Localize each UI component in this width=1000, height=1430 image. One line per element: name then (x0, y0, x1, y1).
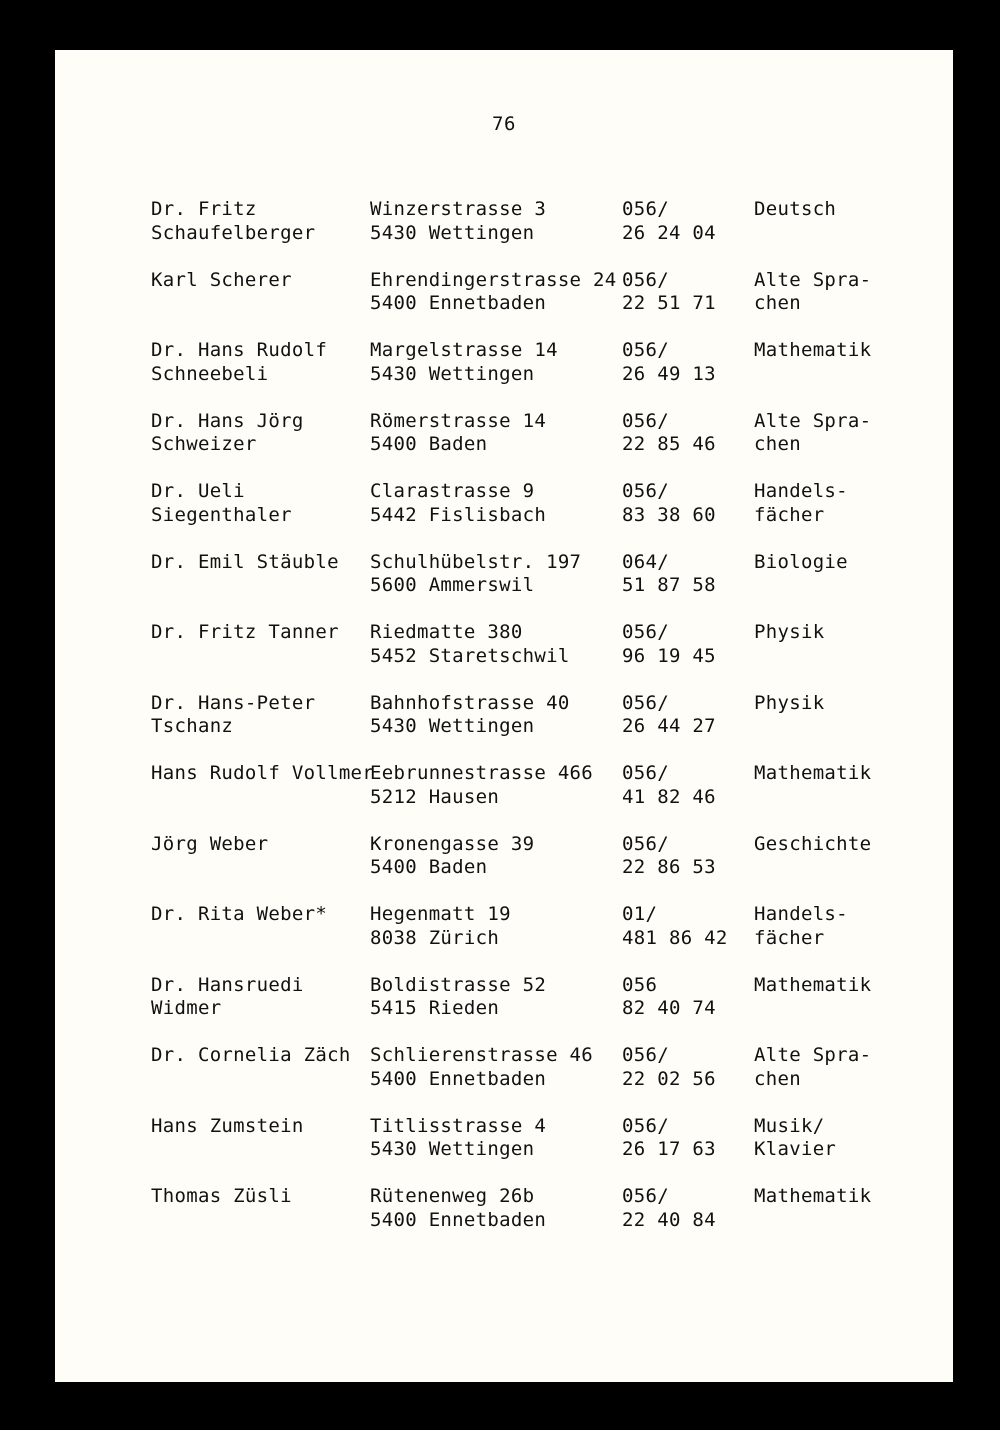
phone-number-column (622, 974, 716, 1021)
phone-number-column (622, 762, 716, 809)
directory-entry (151, 903, 931, 974)
person-name-line: Dr. Hansruedi (151, 973, 304, 996)
person-name-line: Karl Scherer (151, 268, 292, 291)
person-name-line: Siegenthaler (151, 503, 292, 526)
subject-column (754, 480, 848, 527)
person-name-line (151, 786, 374, 810)
address-line: 5415 Rieden (370, 997, 500, 1019)
subject-line (754, 997, 871, 1021)
address-column (370, 480, 546, 527)
person-name-column (151, 198, 315, 245)
address-line: 5212 Hausen (370, 785, 500, 808)
subject-line: fächer (754, 503, 825, 526)
address-line: Winzerstrasse 3 (370, 198, 547, 220)
phone-number-column (622, 692, 716, 739)
person-name-line: Widmer (151, 997, 222, 1019)
person-name-column (151, 762, 374, 809)
address-line: Ehrendingerstrasse 24 (370, 268, 617, 291)
address-line: Römerstrasse 14 (370, 409, 547, 432)
address-line: Titlisstrasse 4 (370, 1114, 547, 1137)
address-line: Riedmatte 380 (370, 621, 523, 643)
person-name-line: Dr. Fritz (151, 198, 257, 220)
address-column (370, 339, 558, 386)
directory-entry (151, 692, 931, 763)
phone-number-line: 056/ (622, 1185, 669, 1207)
phone-number-line: 22 40 84 (622, 1208, 716, 1231)
address-line: 5452 Staretschwil (370, 644, 570, 667)
directory-entry (151, 762, 931, 833)
subject-line (754, 363, 871, 387)
subject-line: Handels- (754, 903, 848, 925)
subject-line: Mathematik (754, 1185, 872, 1207)
directory-entry (151, 198, 931, 269)
person-name-line: Schneebeli (151, 362, 269, 385)
phone-number-line: 056/ (622, 409, 669, 432)
address-column (370, 269, 617, 316)
person-name-column (151, 903, 327, 950)
address-line: 5400 Baden (370, 433, 488, 455)
subject-column (754, 833, 871, 880)
directory-entry (151, 974, 931, 1045)
directory-entry (151, 1185, 931, 1256)
address-column (370, 974, 546, 1021)
subject-line: fächer (754, 926, 825, 949)
person-name-line: Tschanz (151, 715, 234, 737)
person-name-column (151, 1115, 304, 1162)
address-line: Bahnhofstrasse 40 (370, 691, 570, 714)
address-column (370, 833, 534, 880)
phone-number-column (622, 480, 716, 527)
directory-entry (151, 1044, 931, 1115)
address-line: 5400 Ennetbaden (370, 1067, 547, 1090)
person-name-column (151, 551, 339, 598)
person-name-line: Dr. Hans Jörg (151, 409, 304, 432)
address-line: Kronengasse 39 (370, 832, 535, 855)
phone-number-line: 22 51 71 (622, 292, 716, 314)
person-name-line (151, 856, 268, 880)
phone-number-line: 22 86 53 (622, 856, 716, 878)
subject-line (754, 715, 824, 739)
subject-column (754, 551, 848, 598)
phone-number-line: 056/ (622, 832, 669, 855)
address-line: Schulhübelstr. 197 (370, 550, 582, 573)
subject-column (754, 1044, 871, 1091)
person-name-column (151, 1185, 292, 1232)
address-line: 5600 Ammerswil (370, 574, 535, 596)
person-name-line (151, 1138, 304, 1162)
person-name-line: Dr. Fritz Tanner (151, 621, 339, 643)
phone-number-line: 056/ (622, 198, 669, 220)
phone-number-column (622, 621, 716, 668)
person-name-line (151, 574, 339, 598)
directory-entry (151, 621, 931, 692)
subject-column (754, 410, 871, 457)
phone-number-line: 056/ (622, 480, 669, 502)
phone-number-line: 26 49 13 (622, 362, 716, 385)
person-name-line: Hans Rudolf Vollmer (151, 762, 375, 784)
subject-column (754, 339, 871, 386)
phone-number-line: 83 38 60 (622, 503, 716, 526)
address-line: Eebrunnestrasse 466 (370, 762, 594, 784)
person-name-column (151, 339, 327, 386)
person-name-line: Schaufelberger (151, 221, 316, 244)
subject-line: Physik (754, 691, 825, 714)
phone-number-line: 056/ (622, 339, 669, 361)
person-name-column (151, 833, 268, 880)
person-name-line (151, 645, 339, 669)
directory-entry (151, 1115, 931, 1186)
subject-column (754, 198, 836, 245)
subject-line: Alte Spra- (754, 268, 872, 291)
subject-line: Klavier (754, 1138, 837, 1160)
subject-line: Musik/ (754, 1114, 825, 1137)
subject-line (754, 645, 824, 669)
subject-line (754, 786, 871, 810)
phone-number-line: 056/ (622, 1114, 669, 1137)
person-name-line: Jörg Weber (151, 832, 269, 855)
phone-number-line: 056/ (622, 762, 669, 784)
directory-entry (151, 833, 931, 904)
directory-list (151, 198, 931, 1256)
person-name-column (151, 621, 339, 668)
address-line: Margelstrasse 14 (370, 339, 558, 361)
directory-entry (151, 480, 931, 551)
person-name-line: Dr. Rita Weber* (151, 903, 328, 925)
person-name-column (151, 1044, 351, 1091)
subject-column (754, 692, 824, 739)
phone-number-column (622, 903, 728, 950)
subject-line (754, 222, 836, 246)
address-line: Clarastrasse 9 (370, 480, 535, 502)
person-name-line: Dr. Emil Stäuble (151, 550, 339, 573)
subject-column (754, 762, 871, 809)
address-line: 5430 Wettingen (370, 221, 535, 244)
phone-number-line: 26 44 27 (622, 715, 716, 737)
address-column (370, 551, 581, 598)
person-name-line (151, 292, 292, 316)
address-line: 5430 Wettingen (370, 715, 535, 737)
phone-number-line: 01/ (622, 903, 658, 925)
address-column (370, 621, 570, 668)
person-name-line (151, 1209, 292, 1233)
subject-line: Alte Spra- (754, 409, 872, 432)
address-column (370, 1115, 546, 1162)
person-name-column (151, 480, 292, 527)
phone-number-line: 22 02 56 (622, 1067, 716, 1090)
phone-number-column (622, 198, 716, 245)
address-column (370, 410, 546, 457)
subject-line (754, 574, 848, 598)
phone-number-line: 26 17 63 (622, 1138, 716, 1160)
subject-column (754, 1115, 836, 1162)
phone-number-column (622, 269, 716, 316)
subject-line: Mathematik (754, 339, 872, 361)
person-name-column (151, 410, 304, 457)
subject-line (754, 856, 871, 880)
subject-line: Alte Spra- (754, 1044, 872, 1066)
person-name-line: Thomas Züsli (151, 1185, 292, 1207)
address-column (370, 903, 511, 950)
address-line: 5400 Baden (370, 856, 488, 878)
person-name-line: Dr. Ueli (151, 480, 245, 502)
directory-entry (151, 410, 931, 481)
page-number: 76 (492, 113, 516, 135)
address-column (370, 692, 570, 739)
address-column (370, 762, 593, 809)
address-line: Rütenenweg 26b (370, 1185, 535, 1207)
person-name-line: Dr. Cornelia Zäch (151, 1044, 351, 1066)
subject-line: Handels- (754, 480, 848, 502)
phone-number-line: 056 (622, 973, 658, 996)
phone-number-line: 96 19 45 (622, 644, 716, 667)
address-column (370, 1185, 546, 1232)
directory-entry (151, 339, 931, 410)
subject-line: chen (754, 292, 801, 314)
phone-number-column (622, 410, 716, 457)
address-line: 8038 Zürich (370, 926, 500, 949)
person-name-line (151, 1068, 351, 1092)
address-line: 5430 Wettingen (370, 1138, 535, 1160)
phone-number-line: 22 85 46 (622, 433, 716, 455)
subject-line (754, 1209, 871, 1233)
address-line: Boldistrasse 52 (370, 973, 547, 996)
person-name-line: Schweizer (151, 433, 257, 455)
phone-number-line: 26 24 04 (622, 221, 716, 244)
person-name-column (151, 269, 292, 316)
phone-number-line: 481 86 42 (622, 926, 728, 949)
subject-column (754, 269, 871, 316)
phone-number-column (622, 833, 716, 880)
phone-number-line: 056/ (622, 691, 669, 714)
subject-line: Physik (754, 621, 825, 643)
directory-entry (151, 551, 931, 622)
phone-number-line: 82 40 74 (622, 997, 716, 1019)
person-name-column (151, 692, 315, 739)
subject-column (754, 1185, 871, 1232)
person-name-line: Dr. Hans Rudolf (151, 339, 328, 361)
person-name-line: Hans Zumstein (151, 1114, 304, 1137)
directory-entry (151, 269, 931, 340)
phone-number-column (622, 551, 716, 598)
subject-column (754, 621, 824, 668)
address-line: 5442 Fislisbach (370, 503, 547, 526)
phone-number-line: 056/ (622, 621, 669, 643)
phone-number-column (622, 1115, 716, 1162)
subject-column (754, 903, 848, 950)
address-line: Schlierenstrasse 46 (370, 1044, 594, 1066)
subject-line: chen (754, 1067, 801, 1090)
address-column (370, 198, 546, 245)
subject-line: Geschichte (754, 832, 872, 855)
document-page (55, 50, 953, 1382)
phone-number-column (622, 1185, 716, 1232)
phone-number-line: 056/ (622, 268, 669, 291)
subject-line: Mathematik (754, 762, 872, 784)
subject-line: Mathematik (754, 973, 872, 996)
address-line: 5430 Wettingen (370, 362, 535, 385)
person-name-line: Dr. Hans-Peter (151, 691, 316, 714)
address-line: 5400 Ennetbaden (370, 1208, 547, 1231)
person-name-column (151, 974, 304, 1021)
subject-line: chen (754, 433, 801, 455)
address-line: 5400 Ennetbaden (370, 292, 547, 314)
address-line: Hegenmatt 19 (370, 903, 511, 925)
subject-line: Biologie (754, 550, 848, 573)
subject-line: Deutsch (754, 198, 837, 220)
phone-number-line: 51 87 58 (622, 574, 716, 596)
phone-number-column (622, 339, 716, 386)
subject-column (754, 974, 871, 1021)
phone-number-line: 056/ (622, 1044, 669, 1066)
phone-number-line: 064/ (622, 550, 669, 573)
phone-number-line: 41 82 46 (622, 785, 716, 808)
address-column (370, 1044, 593, 1091)
phone-number-column (622, 1044, 716, 1091)
person-name-line (151, 927, 327, 951)
